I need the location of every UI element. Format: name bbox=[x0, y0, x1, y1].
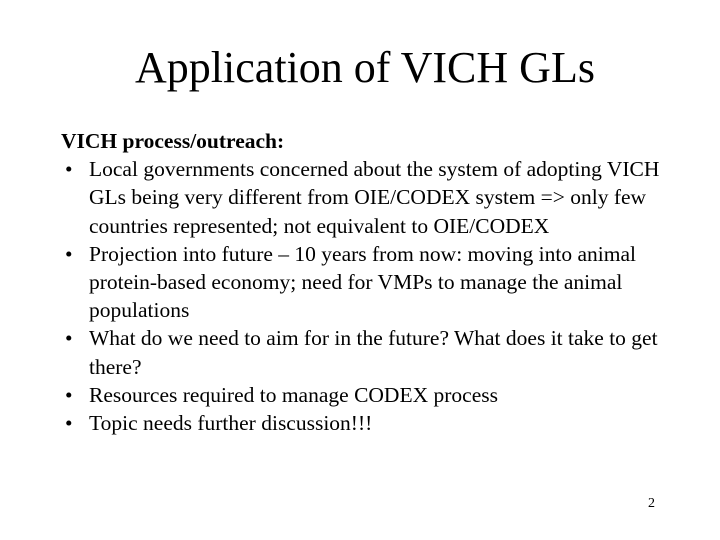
bullet-text: Topic needs further discussion!!! bbox=[89, 411, 373, 436]
bullet-item bbox=[61, 155, 681, 240]
bullet-icon: • bbox=[65, 411, 73, 436]
bullet-icon: • bbox=[65, 157, 73, 182]
page-number: 2 bbox=[648, 496, 655, 511]
bullet-text: What do we need to aim for in the future? What does it take to get there? bbox=[89, 326, 658, 379]
slide-body bbox=[61, 127, 681, 437]
bullet-text: Projection into future – 10 years from now: moving into animal protein-based economy; need for VMPs to manage the animal populations bbox=[89, 241, 636, 323]
bullet-icon: • bbox=[65, 326, 73, 351]
slide-title: Application of VICH GLs bbox=[135, 43, 595, 92]
bullet-icon: • bbox=[65, 241, 73, 266]
bullet-item bbox=[61, 381, 681, 409]
bullet-item bbox=[61, 409, 681, 437]
bullet-item bbox=[61, 324, 681, 380]
bullet-list bbox=[61, 155, 681, 437]
bullet-icon: • bbox=[65, 382, 73, 407]
bullet-item bbox=[61, 240, 681, 325]
section-subheading: VICH process/outreach: bbox=[61, 129, 285, 153]
bullet-text: Resources required to manage CODEX process bbox=[89, 382, 498, 407]
bullet-text: Local governments concerned about the system of adopting VICH GLs being very different from OIE/CODEX system => only few countries represented; not equivalent to OIE/CODEX bbox=[89, 157, 660, 238]
